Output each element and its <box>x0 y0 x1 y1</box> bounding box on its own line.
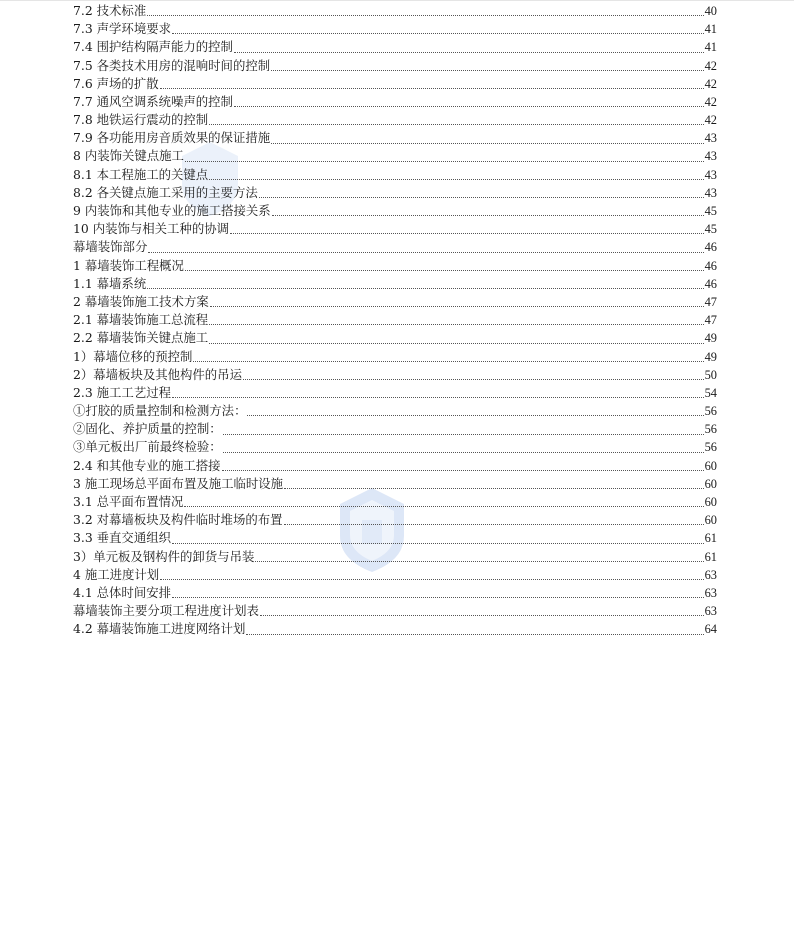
toc-entry-page-number: 63 <box>704 585 717 600</box>
toc-entry[interactable] <box>73 220 717 238</box>
toc-entry-page-number: 42 <box>704 113 717 128</box>
toc-entry-page-number: 43 <box>704 149 717 164</box>
page-top-edge <box>0 0 794 1</box>
toc-entry-page-number: 60 <box>704 495 717 510</box>
toc-entry-label: 7.3 声学环境要求 <box>73 21 171 37</box>
toc-entry-label: 幕墙装饰部分 <box>73 239 148 255</box>
toc-entry-page-number: 42 <box>704 58 717 73</box>
toc-dot-leader <box>160 579 703 580</box>
toc-dot-leader <box>193 361 703 362</box>
toc-dot-leader <box>234 52 704 53</box>
toc-entry-label: 1）幕墙位移的预控制 <box>73 348 193 364</box>
toc-entry[interactable] <box>73 566 717 584</box>
toc-entry-label: 7.5 各类技术用房的混响时间的控制 <box>73 57 271 73</box>
toc-dot-leader <box>259 197 704 198</box>
toc-entry-label: 2）幕墙板块及其他构件的吊运 <box>73 366 242 382</box>
toc-entry-label: 3.1 总平面布置情况 <box>73 494 184 510</box>
toc-dot-leader <box>172 597 704 598</box>
toc-dot-leader <box>223 452 704 453</box>
toc-dot-leader <box>243 379 704 380</box>
toc-entry-page-number: 49 <box>704 349 717 364</box>
toc-entry-page-number: 61 <box>704 531 717 546</box>
toc-entry-label: 8.2 各关键点施工采用的主要方法 <box>73 184 258 200</box>
toc-dot-leader <box>271 143 703 144</box>
toc-dot-leader <box>272 215 704 216</box>
toc-entry[interactable] <box>73 420 717 438</box>
toc-entry[interactable] <box>73 238 717 256</box>
toc-entry[interactable] <box>73 184 717 202</box>
toc-entry[interactable] <box>73 529 717 547</box>
toc-entry-label: 8 内装饰关键点施工 <box>73 148 184 164</box>
toc-dot-leader <box>255 561 703 562</box>
toc-entry-label: 2.3 施工工艺过程 <box>73 384 171 400</box>
toc-dot-leader <box>148 252 703 253</box>
toc-entry-label: 3.2 对幕墙板块及构件临时堆场的布置 <box>73 512 283 528</box>
toc-entry-page-number: 41 <box>704 22 717 37</box>
toc-dot-leader <box>210 306 704 307</box>
toc-dot-leader <box>284 524 704 525</box>
toc-entry[interactable] <box>73 275 717 293</box>
toc-entry-label: ①打胶的质量控制和检测方法： <box>73 403 247 419</box>
toc-entry-label: 4.2 幕墙装饰施工进度网络计划 <box>73 621 246 637</box>
toc-entry-page-number: 63 <box>704 604 717 619</box>
toc-dot-leader <box>184 506 703 507</box>
toc-entry-page-number: 60 <box>704 513 717 528</box>
toc-entry[interactable] <box>73 293 717 311</box>
toc-entry[interactable] <box>73 93 717 111</box>
toc-dot-leader <box>209 179 703 180</box>
toc-entry[interactable] <box>73 493 717 511</box>
toc-dot-leader <box>172 33 704 34</box>
toc-entry-page-number: 41 <box>704 40 717 55</box>
toc-entry[interactable] <box>73 602 717 620</box>
toc-dot-leader <box>209 124 703 125</box>
toc-entry-page-number: 40 <box>704 3 717 18</box>
toc-entry-page-number: 43 <box>704 167 717 182</box>
toc-entry[interactable] <box>73 166 717 184</box>
toc-entry[interactable] <box>73 439 717 457</box>
toc-entry-page-number: 56 <box>704 440 717 455</box>
toc-entry-label: 幕墙装饰主要分项工程进度计划表 <box>73 603 259 619</box>
toc-entry-page-number: 56 <box>704 422 717 437</box>
toc-entry[interactable] <box>73 148 717 166</box>
toc-entry[interactable] <box>73 20 717 38</box>
toc-entry[interactable] <box>73 620 717 638</box>
toc-dot-leader <box>246 634 703 635</box>
toc-entry-label: 7.9 各功能用房音质效果的保证措施 <box>73 130 271 146</box>
toc-dot-leader <box>147 15 703 16</box>
toc-entry-page-number: 49 <box>704 331 717 346</box>
toc-entry-label: 9 内装饰和其他专业的施工搭接关系 <box>73 203 271 219</box>
toc-dot-leader <box>247 415 703 416</box>
toc-entry-page-number: 47 <box>704 294 717 309</box>
toc-entry[interactable] <box>73 366 717 384</box>
toc-dot-leader <box>172 397 704 398</box>
toc-entry[interactable] <box>73 402 717 420</box>
toc-entry-label: 3）单元板及钢构件的卸货与吊装 <box>73 548 255 564</box>
toc-entry-label: 7.6 声场的扩散 <box>73 75 159 91</box>
toc-entry-page-number: 64 <box>704 622 717 637</box>
toc-entry[interactable] <box>73 475 717 493</box>
toc-entry-page-number: 46 <box>704 240 717 255</box>
toc-entry-page-number: 56 <box>704 404 717 419</box>
toc-dot-leader <box>209 324 703 325</box>
toc-entry[interactable] <box>73 584 717 602</box>
toc-entry-label: ③单元板出厂前最终检验： <box>73 439 222 455</box>
toc-dot-leader <box>147 288 703 289</box>
toc-entry[interactable] <box>73 202 717 220</box>
toc-entry-page-number: 63 <box>704 567 717 582</box>
toc-entry-page-number: 54 <box>704 385 717 400</box>
toc-dot-leader <box>271 70 703 71</box>
toc-entry-label: ②固化、养护质量的控制： <box>73 421 222 437</box>
toc-entry[interactable] <box>73 384 717 402</box>
toc-entry-page-number: 45 <box>704 204 717 219</box>
toc-entry[interactable] <box>73 311 717 329</box>
toc-entry-page-number: 60 <box>704 458 717 473</box>
toc-dot-leader <box>222 470 704 471</box>
toc-entry-label: 4.1 总体时间安排 <box>73 584 171 600</box>
toc-dot-leader <box>160 88 704 89</box>
toc-entry-page-number: 50 <box>704 367 717 382</box>
toc-entry-label: 7.4 围护结构隔声能力的控制 <box>73 39 233 55</box>
toc-dot-leader <box>223 434 704 435</box>
toc-entry-label: 3 施工现场总平面布置及施工临时设施 <box>73 475 284 491</box>
toc-entry[interactable] <box>73 57 717 75</box>
toc-dot-leader <box>230 233 704 234</box>
toc-entry-label: 7.8 地铁运行震动的控制 <box>73 112 209 128</box>
toc-entry-label: 7.2 技术标准 <box>73 2 147 18</box>
toc-entry-label: 10 内装饰与相关工种的协调 <box>73 221 230 237</box>
toc-entry[interactable] <box>73 2 717 20</box>
toc-entry-page-number: 43 <box>704 131 717 146</box>
toc-entry[interactable] <box>73 38 717 56</box>
toc-entry-label: 7.7 通风空调系统噪声的控制 <box>73 93 233 109</box>
toc-dot-leader <box>234 106 704 107</box>
toc-entry-page-number: 43 <box>704 185 717 200</box>
toc-entry-page-number: 46 <box>704 276 717 291</box>
toc-dot-leader <box>260 615 704 616</box>
toc-entry[interactable] <box>73 548 717 566</box>
toc-dot-leader <box>284 488 704 489</box>
toc-entry-label: 2.2 幕墙装饰关键点施工 <box>73 330 209 346</box>
toc-entry[interactable] <box>73 129 717 147</box>
toc-entry-page-number: 42 <box>704 76 717 91</box>
toc-dot-leader <box>209 343 703 344</box>
toc-entry-label: 1.1 幕墙系统 <box>73 275 147 291</box>
toc-entry-label: 8.1 本工程施工的关键点 <box>73 166 209 182</box>
toc-entry[interactable] <box>73 111 717 129</box>
toc-entry-page-number: 61 <box>704 549 717 564</box>
toc-entry-label: 2.1 幕墙装饰施工总流程 <box>73 312 209 328</box>
toc-entry-label: 3.3 垂直交通组织 <box>73 530 171 546</box>
toc-entry-label: 2.4 和其他专业的施工搭接 <box>73 457 221 473</box>
toc-entry-label: 4 施工进度计划 <box>73 566 160 582</box>
toc-entry-page-number: 46 <box>704 258 717 273</box>
toc-entry[interactable] <box>73 348 717 366</box>
toc-entry-label: 1 幕墙装饰工程概况 <box>73 257 184 273</box>
toc-entry-page-number: 60 <box>704 476 717 491</box>
table-of-contents <box>73 2 717 639</box>
toc-entry[interactable] <box>73 75 717 93</box>
toc-dot-leader <box>185 161 704 162</box>
toc-dot-leader <box>185 270 704 271</box>
toc-entry[interactable] <box>73 457 717 475</box>
toc-dot-leader <box>172 543 704 544</box>
toc-entry-page-number: 42 <box>704 94 717 109</box>
toc-entry-label: 2 幕墙装饰施工技术方案 <box>73 293 209 309</box>
toc-entry[interactable] <box>73 329 717 347</box>
toc-entry-page-number: 45 <box>704 222 717 237</box>
toc-entry[interactable] <box>73 511 717 529</box>
toc-entry-page-number: 47 <box>704 313 717 328</box>
toc-entry[interactable] <box>73 257 717 275</box>
